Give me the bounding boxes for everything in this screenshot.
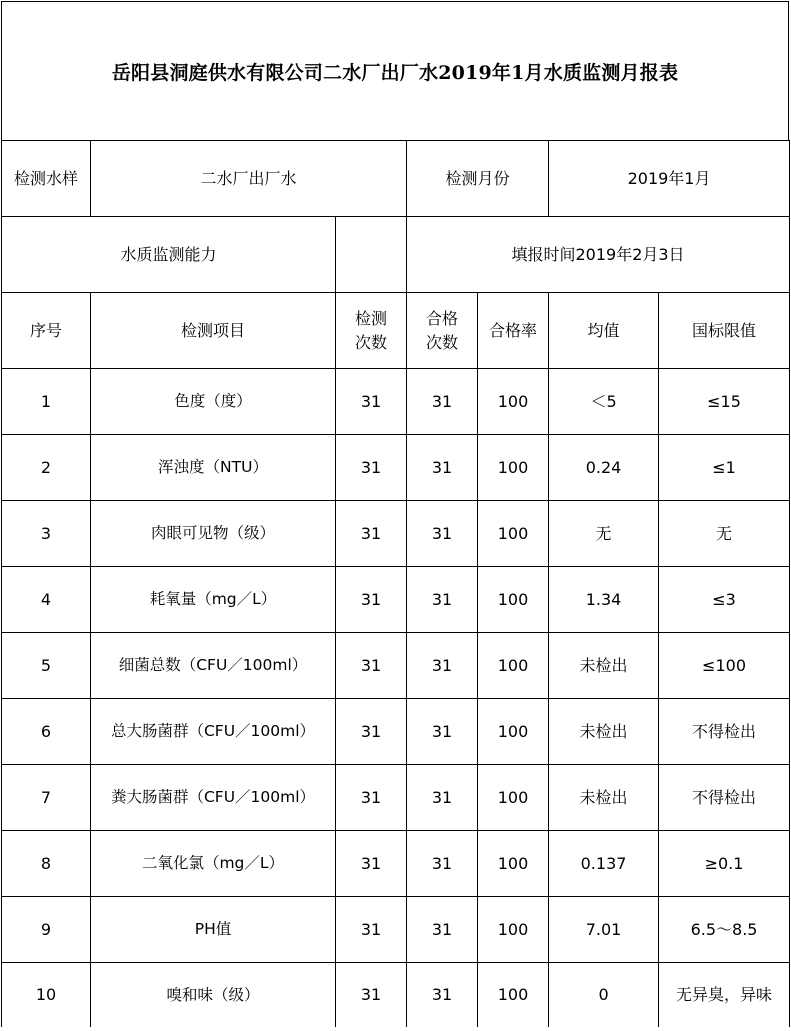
cell-item: 粪大肠菌群（CFU／100ml）	[91, 765, 336, 831]
cell-item: 总大肠菌群（CFU／100ml）	[91, 699, 336, 765]
col-passed-line1: 合格	[426, 309, 459, 329]
cell-mean: 未检出	[549, 633, 659, 699]
cell-tests: 31	[336, 897, 407, 963]
col-limit: 国标限值	[659, 293, 790, 369]
cell-seq: 8	[2, 831, 91, 897]
cell-seq: 9	[2, 897, 91, 963]
table-row	[2, 831, 790, 897]
title-box	[1, 1, 789, 140]
cell-tests: 31	[336, 369, 407, 435]
cell-passed: 31	[407, 765, 478, 831]
capability-label: 水质监测能力	[2, 217, 336, 293]
cell-pass-rate: 100	[478, 501, 549, 567]
cell-mean: 0.137	[549, 831, 659, 897]
cell-limit: ≤15	[659, 369, 790, 435]
cell-seq: 4	[2, 567, 91, 633]
table-row	[2, 765, 790, 831]
report-time: 填报时间2019年2月3日	[407, 217, 790, 293]
col-tests-line1: 检测	[355, 309, 388, 329]
cell-seq: 3	[2, 501, 91, 567]
cell-item: 色度（度）	[91, 369, 336, 435]
cell-passed: 31	[407, 633, 478, 699]
cell-mean: ＜5	[549, 369, 659, 435]
cell-seq: 6	[2, 699, 91, 765]
header-row-2	[2, 217, 790, 293]
cell-tests: 31	[336, 699, 407, 765]
month-value: 2019年1月	[549, 141, 790, 217]
cell-passed: 31	[407, 369, 478, 435]
cell-limit: 无异臭，异味	[659, 963, 790, 1028]
cell-item: 二氧化氯（mg／L）	[91, 831, 336, 897]
cell-limit: 不得检出	[659, 699, 790, 765]
table-row	[2, 897, 790, 963]
capability-blank	[336, 217, 407, 293]
col-tests-line2: 次数	[355, 332, 388, 352]
cell-limit: ≤3	[659, 567, 790, 633]
cell-item: 耗氧量（mg／L）	[91, 567, 336, 633]
table-row	[2, 699, 790, 765]
table-row	[2, 963, 790, 1028]
column-header-row	[2, 293, 790, 369]
cell-mean: 未检出	[549, 765, 659, 831]
col-passed	[407, 293, 478, 369]
cell-limit: ≤1	[659, 435, 790, 501]
cell-seq: 1	[2, 369, 91, 435]
cell-seq: 10	[2, 963, 91, 1028]
cell-item: 肉眼可见物（级）	[91, 501, 336, 567]
cell-pass-rate: 100	[478, 369, 549, 435]
cell-pass-rate: 100	[478, 897, 549, 963]
header-row-1	[2, 141, 790, 217]
cell-mean: 0	[549, 963, 659, 1028]
cell-item: 细菌总数（CFU／100ml）	[91, 633, 336, 699]
cell-limit: 6.5～8.5	[659, 897, 790, 963]
sample-value: 二水厂出厂水	[91, 141, 407, 217]
col-tests	[336, 293, 407, 369]
cell-mean: 7.01	[549, 897, 659, 963]
cell-pass-rate: 100	[478, 435, 549, 501]
cell-pass-rate: 100	[478, 633, 549, 699]
sample-label: 检测水样	[2, 141, 91, 217]
cell-mean: 未检出	[549, 699, 659, 765]
table-row	[2, 633, 790, 699]
cell-passed: 31	[407, 897, 478, 963]
table-row	[2, 369, 790, 435]
cell-tests: 31	[336, 435, 407, 501]
cell-seq: 7	[2, 765, 91, 831]
cell-mean: 1.34	[549, 567, 659, 633]
cell-limit: ≥0.1	[659, 831, 790, 897]
cell-item: 浑浊度（NTU）	[91, 435, 336, 501]
cell-item: 嗅和味（级）	[91, 963, 336, 1028]
col-pass-rate: 合格率	[478, 293, 549, 369]
cell-limit: ≤100	[659, 633, 790, 699]
report-title: 岳阳县洞庭供水有限公司二水厂出厂水2019年1月水质监测月报表	[111, 61, 679, 84]
cell-passed: 31	[407, 963, 478, 1028]
cell-pass-rate: 100	[478, 765, 549, 831]
table-row	[2, 435, 790, 501]
cell-seq: 5	[2, 633, 91, 699]
cell-tests: 31	[336, 831, 407, 897]
cell-tests: 31	[336, 963, 407, 1028]
cell-tests: 31	[336, 633, 407, 699]
cell-pass-rate: 100	[478, 831, 549, 897]
month-label: 检测月份	[407, 141, 549, 217]
cell-pass-rate: 100	[478, 699, 549, 765]
col-mean: 均值	[549, 293, 659, 369]
cell-limit: 不得检出	[659, 765, 790, 831]
col-seq: 序号	[2, 293, 91, 369]
cell-mean: 0.24	[549, 435, 659, 501]
table-row	[2, 567, 790, 633]
cell-mean: 无	[549, 501, 659, 567]
col-item: 检测项目	[91, 293, 336, 369]
cell-seq: 2	[2, 435, 91, 501]
cell-pass-rate: 100	[478, 963, 549, 1028]
cell-passed: 31	[407, 567, 478, 633]
cell-passed: 31	[407, 435, 478, 501]
col-passed-line2: 次数	[426, 332, 459, 352]
cell-tests: 31	[336, 567, 407, 633]
cell-limit: 无	[659, 501, 790, 567]
water-quality-table	[1, 140, 790, 1027]
cell-item: PH值	[91, 897, 336, 963]
cell-pass-rate: 100	[478, 567, 549, 633]
table-row	[2, 501, 790, 567]
cell-tests: 31	[336, 501, 407, 567]
cell-tests: 31	[336, 765, 407, 831]
cell-passed: 31	[407, 831, 478, 897]
cell-passed: 31	[407, 501, 478, 567]
cell-passed: 31	[407, 699, 478, 765]
